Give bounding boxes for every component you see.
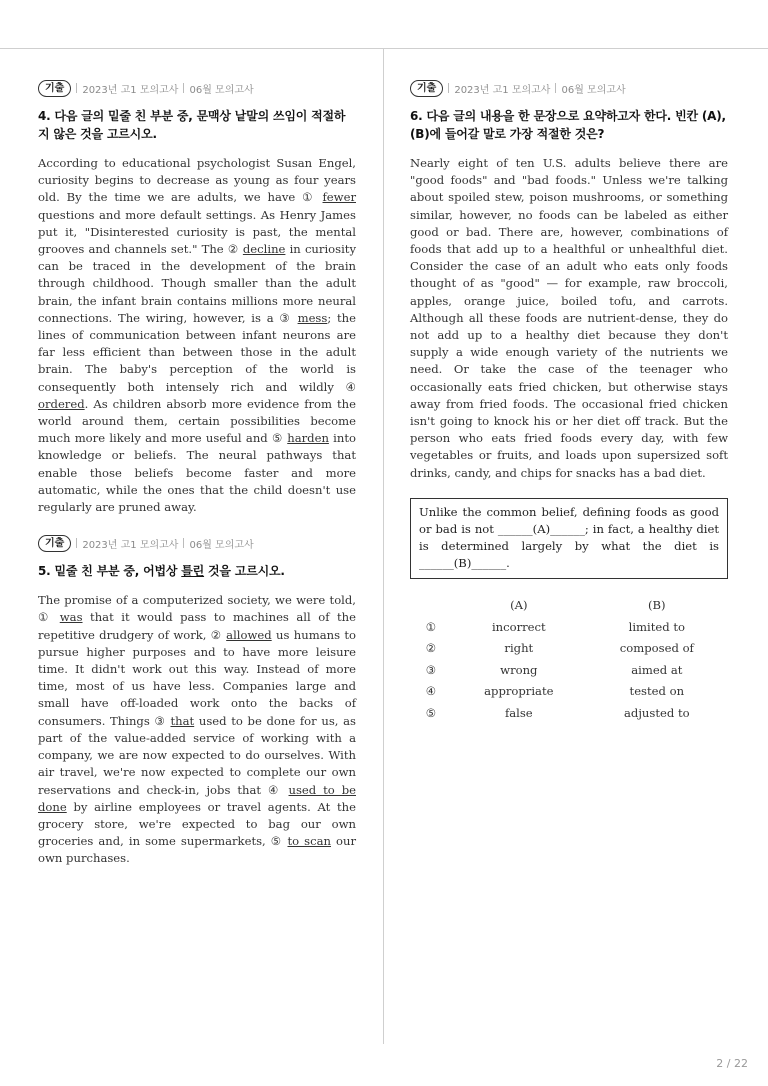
column-b-header: (B) (648, 598, 666, 613)
underlined-choice-1: fewer (322, 190, 356, 205)
passage-text: our own purchases. (38, 834, 356, 866)
option-number: ② (425, 641, 437, 656)
underlined-choice-1: was (59, 610, 83, 625)
option-b-value: aimed at (631, 662, 683, 677)
meta-separator (183, 538, 184, 548)
exam-month-label: 06월 모의고사 (189, 539, 254, 551)
question-6-meta (410, 78, 728, 98)
title-emphasis: 틀린 (181, 564, 205, 579)
option-a-value: appropriate (484, 684, 554, 699)
passage-text: by airline employees or travel agents. At the grocery store, we're expected to bag our own groceries and, in some supermarkets, ⑤ (38, 799, 356, 849)
passage-text: ; the lines of communication between infant neurons are far less efficient than between those in the adult brain. The baby's perception of the world is consequently both intensely rich and wildly ④ (38, 310, 356, 394)
meta-separator (183, 83, 184, 93)
underlined-choice-3: that (170, 713, 195, 728)
question-5 (38, 533, 356, 867)
left-column (38, 78, 356, 868)
underlined-choice-3: mess (297, 310, 328, 325)
past-exam-badge: 기출 (38, 80, 71, 97)
answer-options-table (410, 595, 728, 724)
passage-text: used to be done for us, as part of the value-added service of working with a company, we are now expected to do ourselves. With air travel, we're now expected to complete our own reservations and check-in, jobs that ④ (38, 713, 356, 797)
underlined-choice-2: decline (242, 242, 286, 257)
option-number: ④ (425, 684, 437, 699)
question-4-title: 4. 다음 글의 밑줄 친 부분 중, 문맥상 낱말의 쓰임이 적절하지 않은 것을 고르시오. (38, 109, 346, 141)
question-4-passage (38, 155, 356, 516)
exam-year-label: 2023년 고1 모의고사 (82, 539, 179, 551)
underlined-choice-2: allowed (226, 627, 272, 642)
page-number: 2 / 22 (716, 1057, 748, 1070)
option-b-value: limited to (628, 619, 685, 634)
exam-year-label: 2023년 고1 모의고사 (82, 84, 179, 96)
answer-option-row[interactable] (410, 659, 728, 681)
question-6-title: 6. 다음 글의 내용을 한 문장으로 요약하고자 한다. 빈칸 (A), (B)에 들어갈 말로 가장 적절한 것은? (410, 109, 726, 141)
exam-month-label: 06월 모의고사 (189, 84, 254, 96)
answer-option-row[interactable] (410, 681, 728, 703)
passage-text: into knowledge or beliefs. The neural pathways that enable those beliefs become faster and more automatic, while the ones that the child doesn't use regularly are pruned away. (38, 431, 356, 515)
column-a-header: (A) (510, 598, 528, 613)
answer-option-row[interactable] (410, 616, 728, 638)
past-exam-badge: 기출 (410, 80, 443, 97)
question-5-passage (38, 592, 356, 867)
option-b-value: composed of (619, 641, 694, 656)
underlined-choice-4: used to be done (38, 782, 356, 814)
meta-separator (555, 83, 556, 93)
option-b-value: tested on (629, 684, 685, 699)
passage-text: . As children absorb more evidence from the world around them, certain possibilities become much more likely and more useful and ⑤ (38, 396, 356, 446)
option-number: ① (425, 619, 437, 634)
passage-text: us humans to pursue higher purposes and to have more leisure time. It didn't work out this way. Instead of more time, most of us have less. Companies large and small have off-loaded work onto the backs of consumers. Things ③ (38, 627, 356, 728)
exam-year-label: 2023년 고1 모의고사 (454, 84, 551, 96)
underlined-choice-5: to scan (287, 834, 331, 849)
underlined-choice-5: harden (287, 431, 329, 446)
option-a-value: false (504, 705, 533, 720)
question-6 (410, 78, 728, 724)
passage-text: that it would pass to machines all of the repetitive drudgery of work, ② (38, 610, 356, 642)
option-a-value: incorrect (491, 619, 546, 634)
question-6-passage: Nearly eight of ten U.S. adults believe there are "good foods" and "bad foods." Unless we're talking about spoiled stew, poison mushrooms, or something similar, however, no foods can be labeled as either good or bad. There are, however, combinations of foods that add up to a healthful or unhealthful diet. Consider the case of an adult who eats only foods thought of as "good" — for example, raw broccoli, apples, orange juice, boiled tofu, and carrots. Although all these foods are nutrient-dense, they do not add up to a healthy diet because they don't supply a wide enough variety of the nutrients we need. Or take the case of the teenager who occasionally eats fried chicken, but otherwise stays away from fried foods. The occasional fried chicken isn't going to knock his or her diet off track. But the person who eats fried foods every day, with few vegetables or fruits, and loads upon supersized soft drinks, candy, and chips for snacks has a bad diet. (410, 156, 728, 480)
meta-separator (76, 83, 77, 93)
passage-text: questions and more default settings. As Henry James put it, "Disinterested curiosity is past, the mental grooves and channels set." The ② (38, 207, 356, 257)
answer-option-row[interactable] (410, 702, 728, 724)
passage-text: According to educational psychologist Susan Engel, curiosity begins to decrease as young as four years old. By the time we are adults, we have ① (38, 156, 356, 205)
past-exam-badge: 기출 (38, 535, 71, 552)
exam-month-label: 06월 모의고사 (561, 84, 626, 96)
options-header-row (410, 595, 728, 617)
option-number: ⑤ (425, 705, 437, 720)
option-number: ③ (425, 662, 437, 677)
option-a-value: wrong (500, 662, 538, 677)
title-text: 5. 밑줄 친 부분 중, 어법상 (38, 564, 182, 579)
meta-separator (448, 83, 449, 93)
question-4 (38, 78, 356, 516)
title-text: 것을 고르시오. (204, 564, 285, 579)
answer-option-row[interactable] (410, 638, 728, 660)
passage-text: in curiosity can be traced in the development of the brain through childhood. Though smaller than the adult brain, the infant brain contains millions more neural connections. The wiring, however, is a ③ (38, 242, 356, 325)
option-a-value: right (504, 641, 534, 656)
top-divider (0, 48, 768, 49)
underlined-choice-4: ordered (38, 396, 85, 411)
question-5-meta (38, 533, 356, 553)
right-column (410, 78, 728, 724)
column-divider (383, 49, 384, 1044)
question-4-meta (38, 78, 356, 98)
passage-text: The promise of a computerized society, we were told, ① (38, 593, 356, 625)
question-5-title (38, 562, 356, 580)
meta-separator (76, 538, 77, 548)
option-b-value: adjusted to (624, 705, 690, 720)
empty-cell (410, 595, 452, 617)
summary-box: Unlike the common belief, defining foods as good or bad is not ______(A)______; in fact, a healthy diet is determined largely by what the diet is ______(B)______. (410, 498, 728, 579)
